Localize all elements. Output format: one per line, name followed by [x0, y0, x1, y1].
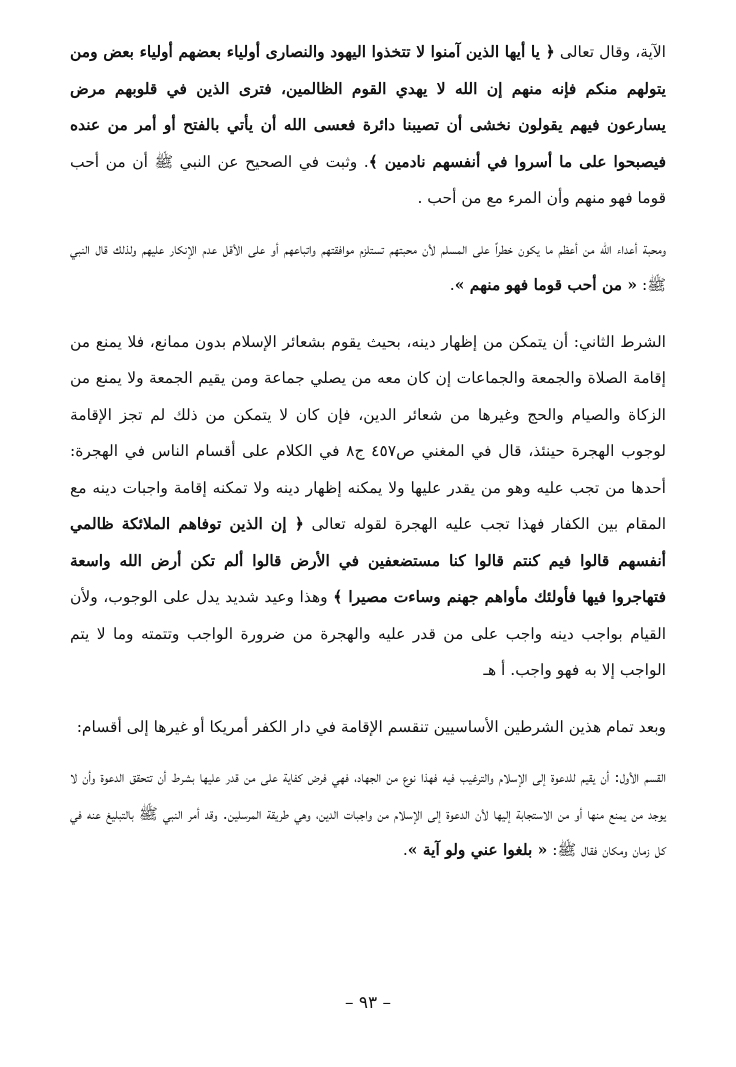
text-span: وبعد تمام هذين الشرطين الأساسيين تنقسم الإقامة في دار الكفر أمريكا أو غيرها إلى أقسام:: [76, 717, 666, 736]
text-span: الشرط الثاني: أن يتمكن من إظهار دينه، بحيث يقوم بشعائر الإسلام بدون ممانع، فلا يمنع من إقامة الصلاة والجمعة والجماعات إن كان معه من يصلي جماعة ومن يقيم الجمعة ولا يمنع من الزكاة والصيام والحج وغيرها من شعائر الدين، فإن كان لا يتمكن من ذلك لم تجز الإقامة لوجوب الهجرة حينئذ، قال في المغني ص٤٥٧ ج٨ في الكلام على أقسام الناس في الهجرة: أحدها من تجب عليه وهو من يقدر عليها ولا يمكنه إظهار دينه ولا تمكنه إقامة واجبات دينه مع المقام بين الكفار فهذا تجب عليه الهجرة لقوله تعالى: [70, 332, 666, 533]
paragraph-1: [70, 34, 666, 217]
page-number: – ٩٣ –: [344, 993, 392, 1013]
paragraph-2: [70, 231, 666, 304]
hadith-quote: « بلغوا عني ولو آية »: [407, 840, 548, 859]
page-body: [70, 34, 666, 1037]
text-span: الآية، وقال تعالى: [554, 43, 666, 61]
text-span: . وثبت في الصحيح عن النبي ﷺ أن من أحب قوما فهو منهم وأن المرء مع من أحب .: [70, 152, 666, 207]
quran-verse: ﴿ إن الذين توفاهم الملائكة ظالمي أنفسهم قالوا فيم كنتم قالوا كنا مستضعفين في الأرض قالوا ألم تكن أرض الله واسعة فتهاجروا فيها فأولئك مأواهم جهنم وساءت مصيرا ﴾: [70, 514, 666, 606]
paragraph-3: [70, 324, 666, 689]
text-span: وهذا وعيد شديد يدل على الوجوب، ولأن القيام بواجب دينه واجب على من قدر عليه والهجرة من ضرورة الواجب وتتمته وما لا يتم الواجب إلا به فهو واجب. أ هـ: [70, 588, 666, 679]
paragraph-4: [70, 709, 666, 746]
text-span: ومحبة أعداء الله من أعظم ما يكون خطراً على المسلم لأن محبتهم تستلزم موافقتهم واتباعهم أو على الأقل عدم الإنكار عليهم ولذلك قال النبي ﷺ:: [70, 239, 666, 294]
text-span: .: [449, 276, 455, 294]
quran-verse: ﴿ يا أيها الذين آمنوا لا تتخذوا اليهود والنصارى أولياء بعضهم أولياء بعض ومن يتولهم منكم فإنه منهم إن الله لا يهدي القوم الظالمين، فترى الذين في قلوبهم مرض يسارعون فيهم يقولون نخشى أن تصيبنا دائرة فعسى الله أن يأتي بالفتح أو أمر من عنده فيصبحوا على ما أسروا في أنفسهم نادمين ﴾: [70, 42, 666, 171]
hadith-quote: « من أحب قوما فهو منهم »: [454, 275, 638, 294]
text-span: .: [402, 841, 408, 859]
text-span: القسم الأول: أن يقيم للدعوة إلى الإسلام والترغيب فيه فهذا نوع من الجهاد، فهي فرض كفاية على من قدر عليها بشرط أن تتحقق الدعوة وأن لا يوجد من يمنع منها أو من الاستجابة إليها لأن الدعوة إلى الإسلام من واجبات الدين، وهي طريقة المرسلين. وقد أمر النبي ﷺ بالتبليغ عنه في كل زمان ومكان فقال ﷺ:: [70, 768, 666, 859]
paragraph-5: [70, 759, 666, 869]
